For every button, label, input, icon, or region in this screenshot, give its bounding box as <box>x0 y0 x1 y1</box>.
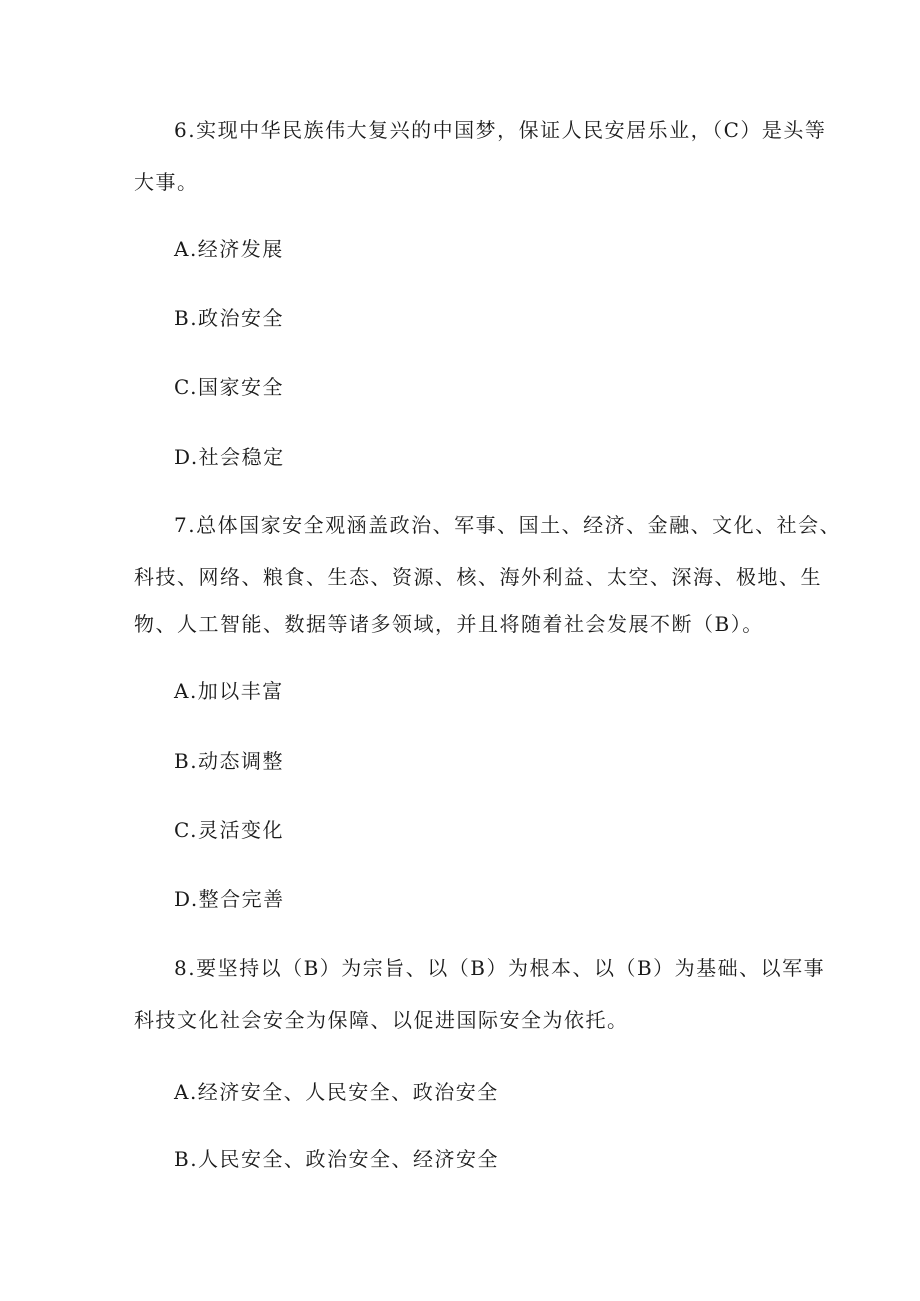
question-7-line-1: 7.总体国家安全观涵盖政治、军事、国土、经济、金融、文化、社会、 <box>174 513 842 537</box>
question-8-line-1: 8.要坚持以（B）为宗旨、以（B）为根本、以（B）为基础、以军事 <box>174 956 826 980</box>
question-6-option-d: D.社会稳定 <box>174 445 285 469</box>
question-7-option-b: B.动态调整 <box>174 749 285 773</box>
question-7-option-d: D.整合完善 <box>174 887 285 911</box>
question-7-option-c: C.灵活变化 <box>174 818 284 842</box>
question-7-option-a: A.加以丰富 <box>174 679 284 703</box>
question-6-option-c: C.国家安全 <box>174 375 284 399</box>
question-7-line-2: 科技、网络、粮食、生态、资源、核、海外利益、太空、深海、极地、生 <box>134 565 822 589</box>
question-6-option-a: A.经济发展 <box>174 237 284 261</box>
question-6-option-b: B.政治安全 <box>174 306 285 330</box>
question-6-line-1: 6.实现中华民族伟大复兴的中国梦，保证人民安居乐业，（C）是头等 <box>174 118 827 142</box>
question-7-line-3: 物、人工智能、数据等诸多领域，并且将随着社会发展不断（B）。 <box>134 612 764 636</box>
question-6-line-2: 大事。 <box>134 170 199 194</box>
question-8-line-2: 科技文化社会安全为保障、以促进国际安全为依托。 <box>134 1008 629 1032</box>
question-8-option-b: B.人民安全、政治安全、经济安全 <box>174 1147 500 1171</box>
question-8-option-a: A.经济安全、人民安全、政治安全 <box>174 1080 499 1104</box>
